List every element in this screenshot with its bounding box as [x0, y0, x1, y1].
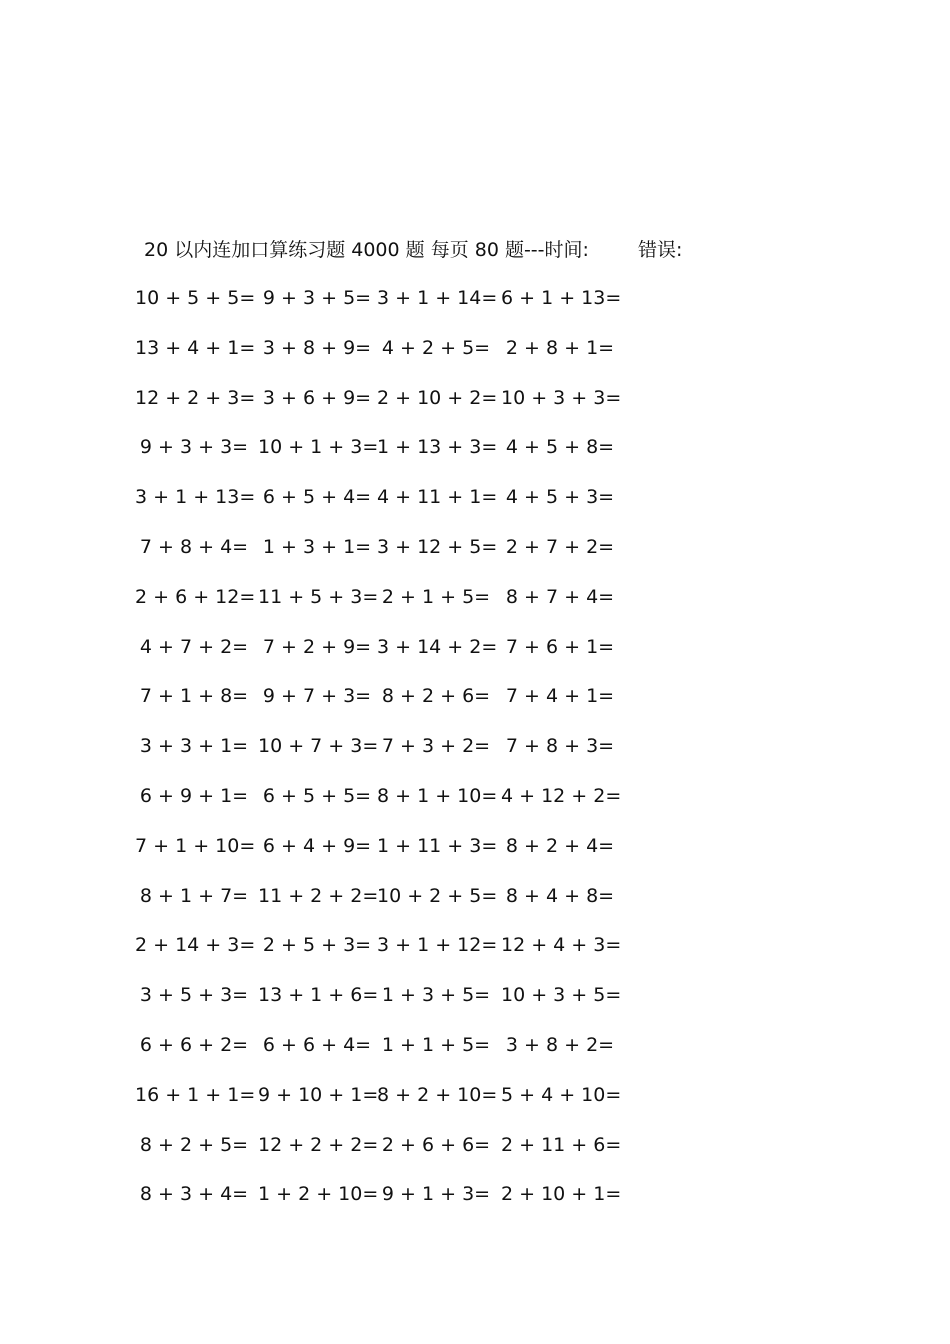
- problem-row: [0, 831, 950, 881]
- problem-item: 2 + 11 + 6=: [501, 1133, 622, 1156]
- problem-item: 3 + 6 + 9=: [262, 386, 372, 409]
- problem-item: 7 + 1 + 10=: [135, 834, 256, 857]
- problem-item: 2 + 14 + 3=: [135, 934, 256, 957]
- problem-item: 6 + 1 + 13=: [501, 287, 622, 309]
- problem-row: [0, 283, 950, 333]
- problem-item: 3 + 14 + 2=: [377, 635, 498, 658]
- problem-row: [0, 1030, 950, 1080]
- problem-item: 9 + 10 + 1=: [258, 1083, 379, 1106]
- problem-item: 7 + 8 + 4=: [139, 535, 249, 558]
- problem-item: 1 + 1 + 5=: [381, 1033, 491, 1056]
- problem-item: 4 + 12 + 2=: [501, 784, 622, 807]
- problem-item: 8 + 2 + 5=: [139, 1133, 249, 1156]
- problem-row: [0, 1080, 950, 1130]
- problem-item: 2 + 6 + 6=: [381, 1133, 491, 1156]
- problem-item: 3 + 1 + 13=: [135, 486, 256, 509]
- worksheet-header: [144, 235, 683, 265]
- problem-item: 10 + 5 + 5=: [135, 287, 256, 309]
- problem-item: 6 + 5 + 4=: [262, 486, 372, 509]
- problem-row: [0, 1130, 950, 1180]
- problem-item: 2 + 5 + 3=: [262, 934, 372, 957]
- problem-item: 4 + 5 + 3=: [505, 486, 615, 509]
- problem-item: 2 + 6 + 12=: [135, 585, 256, 608]
- problem-item: 9 + 7 + 3=: [262, 685, 372, 708]
- problem-item: 10 + 3 + 5=: [501, 984, 622, 1007]
- problem-item: 2 + 10 + 2=: [377, 386, 498, 409]
- problem-item: 1 + 3 + 5=: [381, 984, 491, 1007]
- problem-item: 12 + 4 + 3=: [501, 934, 622, 957]
- problem-item: 8 + 2 + 6=: [381, 685, 491, 708]
- problem-item: 16 + 1 + 1=: [135, 1083, 256, 1106]
- problem-item: 8 + 1 + 7=: [139, 884, 249, 907]
- problem-grid: [0, 283, 950, 1229]
- problem-item: 7 + 3 + 2=: [381, 735, 491, 758]
- worksheet-title: 20 以内连加口算练习题 4000 题 每页 80 题---时间:: [144, 239, 589, 261]
- problem-item: 5 + 4 + 10=: [501, 1083, 622, 1106]
- problem-item: 10 + 1 + 3=: [258, 436, 379, 459]
- problem-item: 3 + 12 + 5=: [377, 535, 498, 558]
- errors-label: 错误:: [638, 239, 683, 261]
- problem-row: [0, 383, 950, 433]
- problem-item: 9 + 1 + 3=: [381, 1183, 491, 1206]
- problem-item: 2 + 1 + 5=: [381, 585, 491, 608]
- problem-item: 8 + 7 + 4=: [505, 585, 615, 608]
- problem-item: 7 + 1 + 8=: [139, 685, 249, 708]
- problem-item: 6 + 6 + 4=: [262, 1033, 372, 1056]
- problem-row: [0, 980, 950, 1030]
- problem-item: 1 + 3 + 1=: [262, 535, 372, 558]
- problem-item: 4 + 7 + 2=: [139, 635, 249, 658]
- problem-item: 12 + 2 + 3=: [135, 386, 256, 409]
- problem-item: 7 + 4 + 1=: [505, 685, 615, 708]
- problem-row: [0, 781, 950, 831]
- problem-item: 4 + 2 + 5=: [381, 336, 491, 359]
- problem-item: 3 + 8 + 9=: [262, 336, 372, 359]
- problem-item: 1 + 2 + 10=: [258, 1183, 379, 1206]
- problem-row: [0, 881, 950, 931]
- problem-row: [0, 632, 950, 682]
- problem-row: [0, 1179, 950, 1229]
- problem-item: 11 + 5 + 3=: [258, 585, 379, 608]
- problem-item: 9 + 3 + 5=: [262, 287, 372, 309]
- problem-item: 3 + 1 + 14=: [377, 287, 498, 309]
- problem-row: [0, 482, 950, 532]
- problem-row: [0, 432, 950, 482]
- problem-item: 3 + 5 + 3=: [139, 984, 249, 1007]
- problem-item: 4 + 11 + 1=: [377, 486, 498, 509]
- problem-item: 2 + 7 + 2=: [505, 535, 615, 558]
- problem-item: 8 + 2 + 4=: [505, 834, 615, 857]
- problem-item: 3 + 1 + 12=: [377, 934, 498, 957]
- problem-item: 13 + 1 + 6=: [258, 984, 379, 1007]
- problem-item: 8 + 2 + 10=: [377, 1083, 498, 1106]
- problem-item: 13 + 4 + 1=: [135, 336, 256, 359]
- problem-item: 6 + 4 + 9=: [262, 834, 372, 857]
- problem-item: 10 + 2 + 5=: [377, 884, 498, 907]
- problem-item: 8 + 1 + 10=: [377, 784, 498, 807]
- problem-item: 10 + 3 + 3=: [501, 386, 622, 409]
- problem-item: 7 + 8 + 3=: [505, 735, 615, 758]
- problem-row: [0, 532, 950, 582]
- problem-row: [0, 333, 950, 383]
- problem-item: 6 + 6 + 2=: [139, 1033, 249, 1056]
- problem-row: [0, 681, 950, 731]
- problem-item: 8 + 3 + 4=: [139, 1183, 249, 1206]
- problem-item: 3 + 8 + 2=: [505, 1033, 615, 1056]
- problem-item: 2 + 10 + 1=: [501, 1183, 622, 1206]
- problem-item: 4 + 5 + 8=: [505, 436, 615, 459]
- problem-item: 3 + 3 + 1=: [139, 735, 249, 758]
- problem-item: 10 + 7 + 3=: [258, 735, 379, 758]
- problem-item: 11 + 2 + 2=: [258, 884, 379, 907]
- problem-item: 7 + 6 + 1=: [505, 635, 615, 658]
- problem-item: 12 + 2 + 2=: [258, 1133, 379, 1156]
- problem-item: 1 + 13 + 3=: [377, 436, 498, 459]
- problem-item: 9 + 3 + 3=: [139, 436, 249, 459]
- problem-item: 7 + 2 + 9=: [262, 635, 372, 658]
- problem-row: [0, 731, 950, 781]
- problem-row: [0, 930, 950, 980]
- problem-item: 1 + 11 + 3=: [377, 834, 498, 857]
- problem-item: 2 + 8 + 1=: [505, 336, 615, 359]
- problem-item: 6 + 5 + 5=: [262, 784, 372, 807]
- problem-item: 6 + 9 + 1=: [139, 784, 249, 807]
- problem-item: 8 + 4 + 8=: [505, 884, 615, 907]
- problem-row: [0, 582, 950, 632]
